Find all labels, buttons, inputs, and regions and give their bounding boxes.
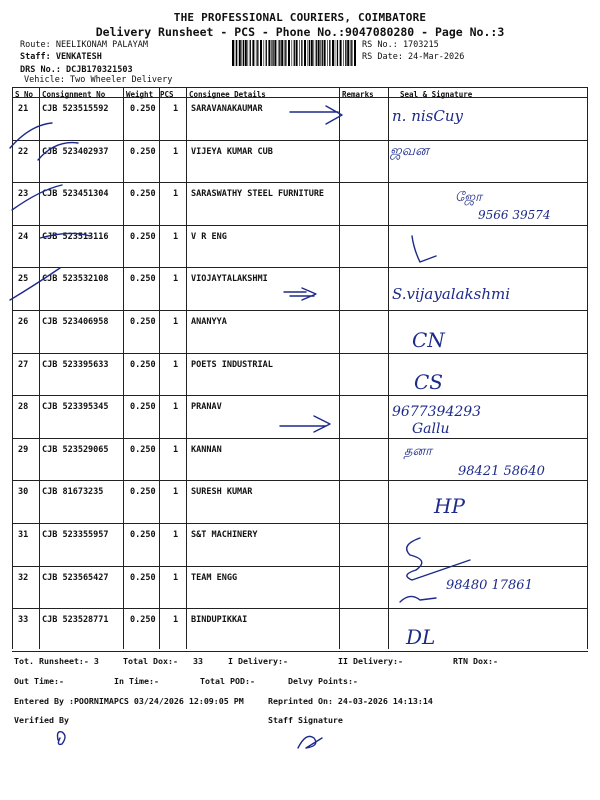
barcode-bar bbox=[309, 40, 310, 66]
row-consignee: TEAM ENGG bbox=[191, 572, 238, 583]
barcode-bar bbox=[345, 40, 346, 66]
row-consignment-no: CJB 523529065 bbox=[42, 444, 109, 455]
row-weight: 0.250 bbox=[130, 572, 156, 583]
barcode-bar bbox=[350, 40, 351, 66]
row-divider bbox=[12, 225, 588, 226]
row-pcs: 1 bbox=[173, 359, 179, 370]
total-dox-value: 33 bbox=[193, 656, 203, 666]
barcode-bar bbox=[239, 40, 241, 66]
row-weight: 0.250 bbox=[130, 615, 156, 626]
rtn-dox: RTN Dox:- bbox=[453, 656, 498, 666]
row-pcs: 1 bbox=[173, 487, 179, 498]
barcode-bar bbox=[343, 40, 344, 66]
row-consignment-no: CJB 523451304 bbox=[42, 189, 109, 200]
signature-row-25: S.vijayalakshmi bbox=[392, 285, 511, 303]
row-divider bbox=[12, 310, 588, 311]
signature-row-23-phone: 9566 39574 bbox=[478, 208, 551, 222]
row-divider bbox=[12, 651, 588, 652]
signature-row-33: DL bbox=[406, 625, 436, 649]
row-consignee: SURESH KUMAR bbox=[191, 487, 253, 498]
row-divider bbox=[12, 523, 588, 524]
row-consignment-no: CJB 523515592 bbox=[42, 104, 109, 114]
row-weight: 0.250 bbox=[130, 189, 156, 200]
row-pcs: 1 bbox=[173, 189, 179, 200]
barcode-bar bbox=[301, 40, 302, 66]
barcode-bar bbox=[294, 40, 295, 66]
row-weight: 0.250 bbox=[130, 359, 156, 370]
barcode-bar bbox=[264, 40, 265, 66]
rs-date: RS Date: 24-Mar-2026 bbox=[362, 52, 465, 62]
row-weight: 0.250 bbox=[130, 530, 156, 540]
row-sno: 30 bbox=[18, 487, 29, 498]
entered-by: Entered By :POORNIMAPCS 03/24/2026 12:09:05 PM bbox=[14, 696, 244, 706]
row-sno: 28 bbox=[18, 402, 29, 413]
barcode-bar bbox=[292, 40, 293, 66]
signature-row-21: n. nisCuy bbox=[392, 107, 463, 125]
column-divider bbox=[587, 87, 588, 649]
vehicle-label: Vehicle: Two Wheeler Delivery bbox=[24, 75, 173, 85]
barcode-bar bbox=[354, 40, 356, 66]
barcode-bar bbox=[347, 40, 349, 66]
row-divider bbox=[12, 353, 588, 354]
barcode-bar bbox=[340, 40, 342, 66]
row-consignee: ANANYYA bbox=[191, 317, 227, 327]
barcode-bar bbox=[235, 40, 236, 66]
row-divider bbox=[12, 267, 588, 268]
col-header-sno: S No bbox=[15, 90, 34, 99]
table-border-top bbox=[12, 87, 588, 88]
row-pcs: 1 bbox=[173, 402, 179, 413]
barcode-image bbox=[232, 40, 358, 66]
reprinted-on: Reprinted On: 24-03-2026 14:13:14 bbox=[268, 696, 433, 706]
route-label: Route: NEELIKONAM PALAYAM bbox=[20, 40, 148, 50]
barcode-bar bbox=[272, 40, 273, 66]
barcode-bar bbox=[337, 40, 338, 66]
staff-signature-scribble bbox=[298, 736, 322, 748]
row-weight: 0.250 bbox=[130, 146, 156, 157]
col-header-consignment: Consignment No bbox=[42, 90, 106, 99]
barcode-bar bbox=[351, 40, 352, 66]
ii-delivery: II Delivery:- bbox=[338, 656, 403, 666]
row-divider bbox=[12, 140, 588, 141]
barcode-bar bbox=[242, 40, 243, 66]
row-consignee: VIOJAYTALAKSHMI bbox=[191, 274, 268, 285]
row-weight: 0.250 bbox=[130, 487, 156, 498]
row-pcs: 1 bbox=[173, 317, 179, 327]
verified-by-label: Verified By bbox=[14, 715, 69, 725]
barcode-bar bbox=[320, 40, 321, 66]
barcode-bar bbox=[278, 40, 279, 66]
column-divider bbox=[388, 87, 389, 649]
row-weight: 0.250 bbox=[130, 231, 156, 242]
barcode-bar bbox=[318, 40, 320, 66]
barcode-bar bbox=[252, 40, 254, 66]
row-divider bbox=[12, 395, 588, 396]
col-header-remarks: Remarks bbox=[342, 90, 374, 99]
staff-label: Staff: VENKATESH bbox=[20, 52, 102, 62]
barcode-bar bbox=[268, 40, 270, 66]
barcode-bar bbox=[316, 40, 317, 66]
col-header-seal-signature: Seal & Signature bbox=[400, 90, 473, 99]
barcode-bar bbox=[327, 40, 328, 66]
verified-signature bbox=[58, 732, 66, 745]
barcode-bar bbox=[332, 40, 334, 66]
barcode-bar bbox=[324, 40, 326, 66]
row-divider bbox=[12, 608, 588, 609]
barcode-bar bbox=[245, 40, 247, 66]
barcode-bar bbox=[308, 40, 309, 66]
barcode-bar bbox=[311, 40, 313, 66]
total-pod: Total POD:- bbox=[200, 676, 255, 686]
barcode-bar bbox=[256, 40, 257, 66]
signature-row-23-name: ஜோ bbox=[455, 190, 482, 205]
row-consignee: KANNAN bbox=[191, 444, 222, 455]
row-consignment-no: CJB 523406958 bbox=[42, 317, 109, 327]
col-header-consignee: Consignee Details bbox=[189, 90, 266, 99]
row-consignment-no: CJB 523355957 bbox=[42, 530, 109, 540]
barcode-bar bbox=[250, 40, 251, 66]
company-title: THE PROFESSIONAL COURIERS, COIMBATORE bbox=[173, 11, 427, 24]
barcode-bar bbox=[288, 40, 290, 66]
row-consignment-no: CJB 523395345 bbox=[42, 402, 109, 413]
row-sno: 29 bbox=[18, 444, 29, 455]
row-sno: 26 bbox=[18, 317, 29, 327]
signature-row-28-phone: 9677394293 bbox=[392, 404, 482, 420]
out-time: Out Time:- bbox=[14, 676, 64, 686]
barcode-bar bbox=[322, 40, 323, 66]
row-pcs: 1 bbox=[173, 104, 179, 114]
barcode-bar bbox=[243, 40, 244, 66]
signature-row-22: ஜவன bbox=[390, 143, 429, 159]
barcode-bar bbox=[279, 40, 280, 66]
column-divider bbox=[339, 87, 340, 649]
row-consignment-no: CJB 523532108 bbox=[42, 274, 109, 285]
signature-row-27: CS bbox=[414, 370, 444, 394]
row-pcs: 1 bbox=[173, 572, 179, 583]
delvy-points: Delvy Points:- bbox=[288, 676, 358, 686]
row-consignee: S&T MACHINERY bbox=[191, 530, 258, 540]
col-header-weight: Weight bbox=[126, 90, 154, 99]
rs-number: RS No.: 1703215 bbox=[362, 40, 439, 50]
row-divider bbox=[12, 182, 588, 183]
row-pcs: 1 bbox=[173, 444, 179, 455]
staff-signature-label: Staff Signature bbox=[268, 715, 343, 725]
row-weight: 0.250 bbox=[130, 274, 156, 285]
barcode-bar bbox=[260, 40, 262, 66]
barcode-bar bbox=[285, 40, 286, 66]
row-sno: 27 bbox=[18, 359, 29, 370]
barcode-bar bbox=[314, 40, 315, 66]
row-consignment-no: CJB 523402937 bbox=[42, 146, 109, 157]
row-consignee: POETS INDUSTRIAL bbox=[191, 359, 273, 370]
barcode-bar bbox=[299, 40, 300, 66]
drs-number: DRS No.: DCJB170321503 bbox=[20, 65, 133, 75]
row-sno: 22 bbox=[18, 146, 29, 157]
column-divider bbox=[186, 87, 187, 649]
barcode-bar bbox=[248, 40, 249, 66]
tot-runsheet: Tot. Runsheet:- 3 bbox=[14, 656, 99, 666]
row-sno: 32 bbox=[18, 572, 29, 583]
row-consignee: SARAVANAKAUMAR bbox=[191, 104, 263, 114]
row-weight: 0.250 bbox=[130, 104, 156, 114]
row-sno: 24 bbox=[18, 231, 29, 242]
row-consignee: VIJEYA KUMAR CUB bbox=[191, 146, 273, 157]
row-pcs: 1 bbox=[173, 146, 179, 157]
row-sno: 25 bbox=[18, 274, 29, 285]
row-sno: 31 bbox=[18, 530, 29, 540]
barcode-bar bbox=[274, 40, 276, 66]
row-consignment-no: CJB 523565427 bbox=[42, 572, 109, 583]
row-consignment-no: CJB 523513116 bbox=[42, 231, 109, 242]
barcode-bar bbox=[271, 40, 272, 66]
row-divider bbox=[12, 480, 588, 481]
barcode-bar bbox=[304, 40, 306, 66]
barcode-bar bbox=[284, 40, 285, 66]
total-dox-label: Total Dox:- bbox=[123, 656, 178, 666]
signature-row-29-phone: 98421 58640 bbox=[458, 464, 545, 479]
barcode-bar bbox=[335, 40, 336, 66]
barcode-bar bbox=[236, 40, 237, 66]
signature-row-29-name: தனா bbox=[404, 444, 432, 459]
row-weight: 0.250 bbox=[130, 317, 156, 327]
column-divider bbox=[159, 87, 160, 649]
row-sno: 21 bbox=[18, 104, 29, 114]
row-consignment-no: CJB 81673235 bbox=[42, 487, 104, 498]
signature-row-32: 98480 17861 bbox=[446, 578, 533, 593]
col-header-pcs: PCS bbox=[160, 90, 174, 99]
row-divider bbox=[12, 438, 588, 439]
signature-row-28-name: Gallu bbox=[412, 421, 450, 437]
column-divider bbox=[39, 87, 40, 649]
barcode-bar bbox=[257, 40, 258, 66]
row-consignee: V R ENG bbox=[191, 231, 227, 242]
row-pcs: 1 bbox=[173, 615, 179, 626]
row-sno: 23 bbox=[18, 189, 29, 200]
signature-row-26: CN bbox=[412, 328, 445, 352]
barcode-bar bbox=[266, 40, 267, 66]
row-consignee: PRANAV bbox=[191, 402, 222, 413]
row-weight: 0.250 bbox=[130, 444, 156, 455]
row-weight: 0.250 bbox=[130, 402, 156, 413]
row-divider bbox=[12, 566, 588, 567]
barcode-bar bbox=[281, 40, 283, 66]
row-sno: 33 bbox=[18, 615, 29, 626]
row-pcs: 1 bbox=[173, 530, 179, 540]
row-pcs: 1 bbox=[173, 231, 179, 242]
barcode-bar bbox=[329, 40, 330, 66]
column-divider bbox=[12, 87, 13, 649]
column-divider bbox=[123, 87, 124, 649]
row-consignee: BINDUPIKKAI bbox=[191, 615, 248, 626]
barcode-bar bbox=[296, 40, 298, 66]
in-time: In Time:- bbox=[114, 676, 159, 686]
row-pcs: 1 bbox=[173, 274, 179, 285]
row-consignee: SARASWATHY STEEL FURNITURE bbox=[191, 189, 325, 200]
i-delivery: I Delivery:- bbox=[228, 656, 288, 666]
row-consignment-no: CJB 523528771 bbox=[42, 615, 109, 626]
barcode-bar bbox=[232, 40, 234, 66]
signature-row-30: HP bbox=[434, 494, 465, 518]
row-consignment-no: CJB 523395633 bbox=[42, 359, 109, 370]
runsheet-subtitle: Delivery Runsheet - PCS - Phone No.:9047080280 - Page No.:3 bbox=[95, 25, 505, 39]
